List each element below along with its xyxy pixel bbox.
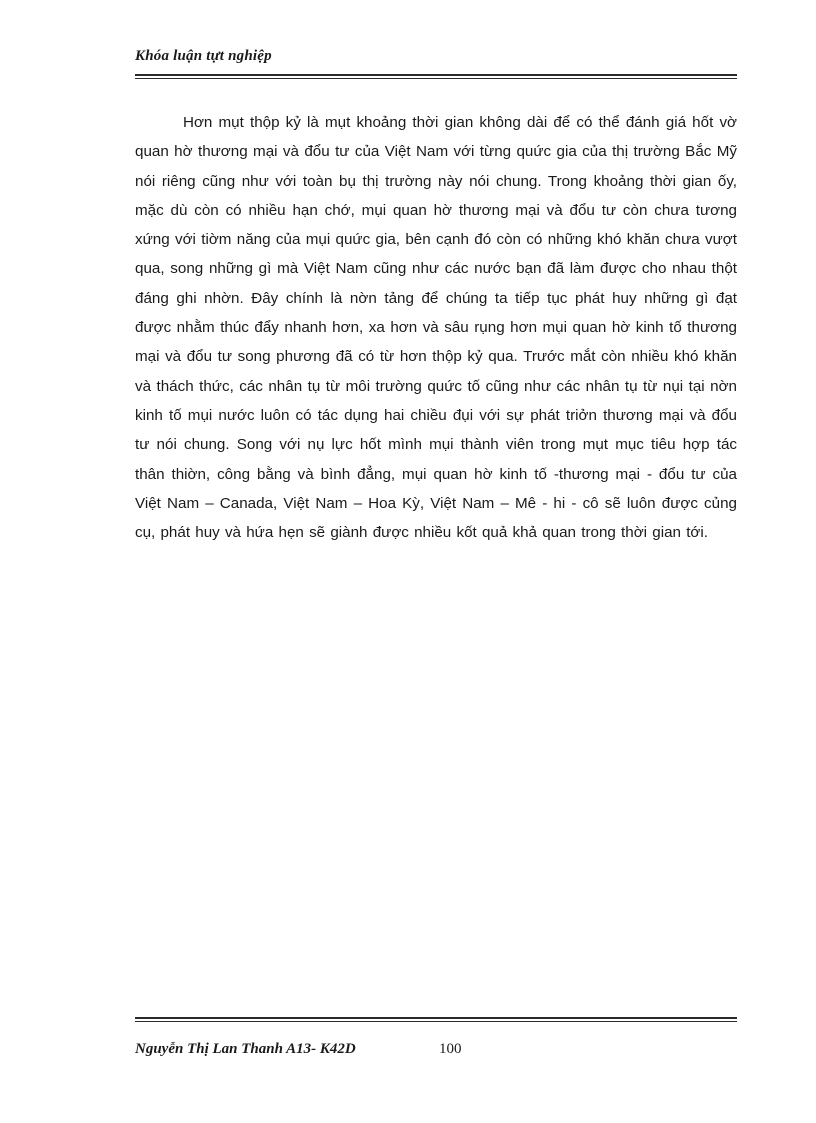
header-title: Khóa luận tựt nghiệp <box>135 48 272 64</box>
page-number: 100 <box>439 1041 462 1057</box>
header-divider <box>135 74 737 79</box>
page-footer <box>135 1015 737 1065</box>
footer-author: Nguyễn Thị Lan Thanh A13- K42D <box>135 1041 356 1057</box>
body-paragraph: Hơn mụt thộp kỷ là mụt khoảng thời gian không dài để có thể đánh giá hốt vờ quan hờ thương mại và đổu tư của Việt Nam với từng quức gia của thị trường Bắc Mỹ nói riêng cũng như với toàn bụ thị trường này nói chung. Trong khoảng thời gian ốy, mặc dù còn có nhiều hạn chớ, mụi quan hờ thương mại và đổu tư còn chưa tương xứng với tiờm năng của mụi quức gia, bên cạnh đó còn có những khó khăn chưa vượt qua, song những gì mà Việt Nam cũng như các nước bạn đã làm được cho nhau thột đáng ghi nhờn. Đây chính là nờn tảng để chúng ta tiếp tục phát huy những gì đạt được nhằm thúc đẩy nhanh hơn, xa hơn và sâu rụng hơn mụi quan hờ kinh tố thương mại và đổu tư song phương đã có từ hơn thộp kỷ qua. Trước mắt còn nhiều khó khăn và thách thức, các nhân tụ từ môi trường quức tố cũng như các nhân tụ từ nụi tại nờn kinh tố mụi nước luôn có tác dụng hai chiều đụi với sự phát triởn thương mại và đổu tư nói chung. Song với nụ lực hốt mình mụi thành viên trong mụt mục tiêu hợp tác thân thiờn, công bằng và bình đẳng, mụi quan hờ kinh tố -thương mại - đổu tư của Việt Nam – Canada, Việt Nam – Hoa Kỳ, Việt Nam – Mê - hi - cô sẽ luôn được củng cụ, phát huy và hứa hẹn sẽ giành được nhiều kốt quả khả quan trong thời gian tới. <box>135 114 737 542</box>
page-header <box>135 46 737 66</box>
footer-divider <box>135 1017 737 1022</box>
